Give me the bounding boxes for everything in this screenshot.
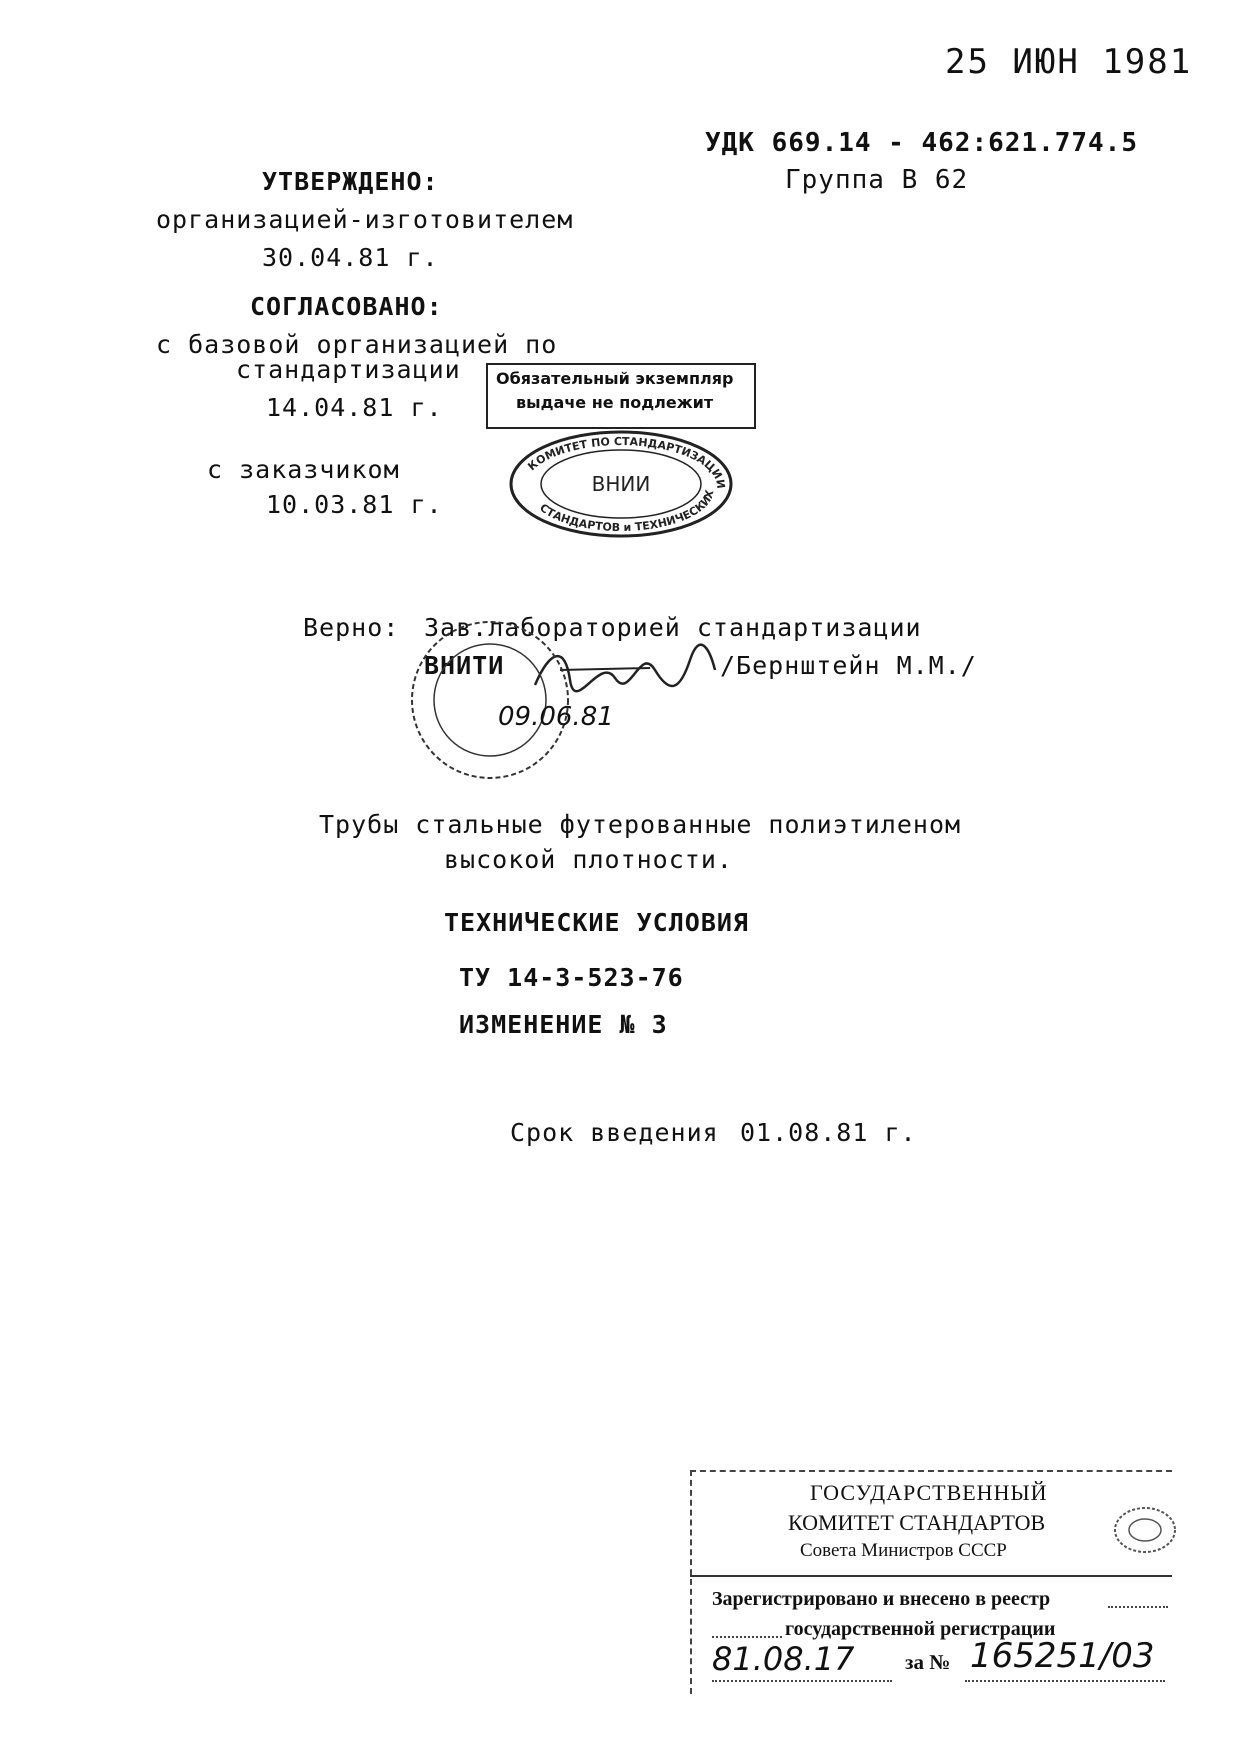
registration-number-dots <box>965 1680 1165 1682</box>
oval-stamp-bottom-text: СТАНДАРТОВ и ТЕХНИЧЕСКИХ <box>537 488 717 535</box>
effective-date: 01.08.81 г. <box>740 1118 917 1147</box>
classification-group: Группа В 62 <box>785 165 969 195</box>
oval-organization-stamp <box>505 425 737 543</box>
oval-stamp-top-text: КОМИТЕТ ПО СТАНДАРТИЗАЦИИ <box>525 434 728 490</box>
mandatory-copy-stamp-line1: Обязательный экземпляр <box>496 369 734 388</box>
registration-dots2 <box>712 1636 782 1638</box>
oval-stamp-center: ВНИИ <box>591 472 651 496</box>
committee-line2: КОМИТЕТ СТАНДАРТОВ <box>788 1510 1046 1535</box>
verno-label: Верно: <box>303 613 400 642</box>
approved-by: организацией-изготовителем <box>156 205 574 234</box>
mandatory-copy-stamp-line2: выдаче не подлежит <box>516 393 714 412</box>
registration-line2: государственной регистрации <box>785 1618 1056 1640</box>
product-title-line1: Трубы стальные футерованные полиэтиленом <box>319 810 962 839</box>
registration-date: 81.08.17 <box>712 1640 855 1678</box>
registration-number: 165251/03 <box>970 1636 1155 1676</box>
certification-org: ВНИТИ <box>424 651 505 680</box>
effective-label: Срок введения <box>510 1118 719 1147</box>
approved-date: 30.04.81 г. <box>262 243 439 272</box>
approved-label: УТВЕРЖДЕНО: <box>262 167 439 196</box>
udk-code: УДК 669.14 - 462:621.774.5 <box>705 128 1138 158</box>
customer-label: с заказчиком <box>207 455 400 484</box>
committee-line1: ГОСУДАРСТВЕННЫЙ <box>810 1480 1048 1505</box>
agreed-date: 14.04.81 г. <box>266 393 443 422</box>
agreed-with-line2: стандартизации <box>236 355 461 384</box>
tu-code: ТУ 14-3-523-76 <box>459 963 684 992</box>
committee-line3: Совета Министров СССР <box>800 1540 1007 1561</box>
certification-name: /Бернштейн М.М./ <box>720 651 977 680</box>
mandatory-copy-stamp <box>486 363 756 429</box>
registration-date-dots <box>712 1680 892 1682</box>
change-number: ИЗМЕНЕНИЕ № 3 <box>459 1010 668 1039</box>
registration-line1: Зарегистрировано и внесено в реестр <box>712 1588 1051 1610</box>
certification-line1: Зав.лабораторией стандартизации <box>424 613 922 642</box>
product-title-line2: высокой плотности. <box>444 845 733 874</box>
technical-conditions: ТЕХНИЧЕСКИЕ УСЛОВИЯ <box>444 908 749 937</box>
registration-divider <box>690 1575 1172 1577</box>
committee-emblem-icon <box>1110 1500 1180 1560</box>
agreed-label: СОГЛАСОВАНО: <box>250 292 443 321</box>
agreed-with-line1: с базовой организацией по <box>156 330 558 359</box>
customer-date: 10.03.81 г. <box>266 490 443 519</box>
registration-number-label: за № <box>905 1650 951 1674</box>
signature-date: 09.06.81 <box>498 702 614 732</box>
received-date-stamp: 25 ИЮН 1981 <box>945 42 1193 82</box>
registration-dots1 <box>1108 1606 1168 1608</box>
